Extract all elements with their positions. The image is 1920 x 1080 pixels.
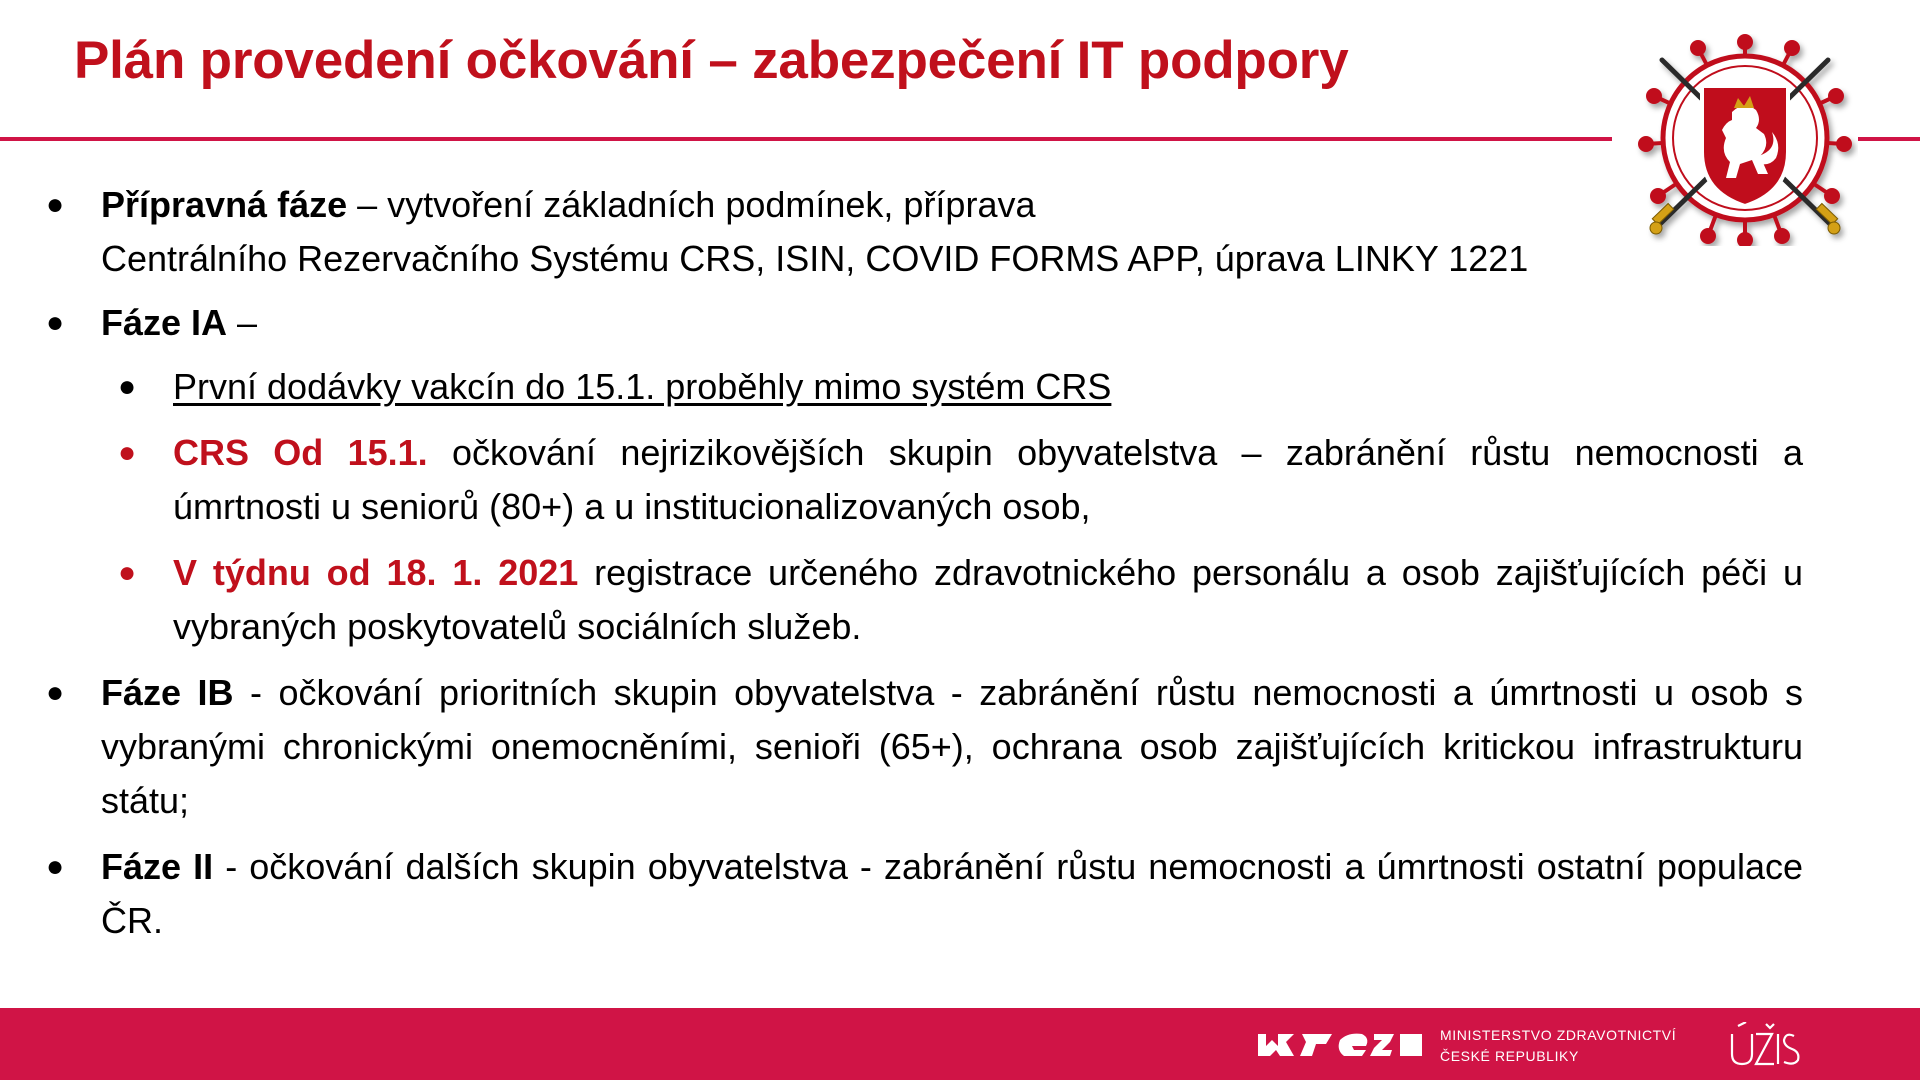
slide-title: Plán provedení očkování – zabezpečení IT podpory [74,31,1349,90]
bullet-text: První dodávky vakcín do 15.1. proběhly mimo systém CRS [173,366,1112,407]
bullet-text: - očkování prioritních skupin obyvatelstva - zabránění růstu nemocnosti a úmrtnosti u osob s vybranými chronickými onemocněními, senioři (65+), ochrana osob zajišťujících kritickou infrastrukturu státu; [101,672,1803,821]
bullet-phase-ii [46,840,1803,948]
bullet-highlight: CRS Od 15.1. [173,432,428,473]
ministry-logo-mark [1258,1026,1422,1062]
uzis-logo [1726,1022,1810,1070]
bullet-text: – [227,302,258,343]
bullet-heading: Fáze IB [101,672,234,713]
bullet-marker: ● [46,676,65,709]
bullet-heading: Přípravná fáze [101,184,348,225]
subbullet-week-18-1-2021 [118,546,1803,654]
bullet-marker: ● [46,188,65,221]
bullet-marker: ● [118,436,137,469]
bullet-phase-ib [46,666,1803,828]
subbullet-crs-from-15-1 [118,426,1803,534]
bullet-phase-ia [46,296,1803,350]
subbullet-first-deliveries [118,360,1803,414]
bullet-highlight: V týdnu od 18. 1. 2021 [173,552,579,593]
bullet-marker: ● [46,850,65,883]
bullet-preparatory-phase [46,178,1803,286]
title-divider-right [1858,137,1920,141]
ministry-name-line1: MINISTERSTVO ZDRAVOTNICTVÍ [1440,1027,1677,1043]
bullet-text: registrace určeného zdravotnického personálu a osob zajišťujících péči u vybraných poskytovatelů sociálních služeb. [173,552,1803,647]
bullet-text-line2: Centrálního Rezervačního Systému CRS, ISIN, COVID FORMS APP, úprava LINKY 1221 [101,238,1529,279]
bullet-list [0,178,1920,948]
bullet-heading: Fáze II [101,846,214,887]
ministry-name-line2: ČESKÉ REPUBLIKY [1440,1048,1579,1064]
bullet-text: - očkování dalších skupin obyvatelstva - zabránění růstu nemocnosti a úmrtnosti ostatní populace ČR. [101,846,1803,941]
footer-bar [0,1008,1920,1080]
bullet-heading: Fáze IA [101,302,228,343]
bullet-marker: ● [46,306,65,339]
title-divider [0,137,1612,141]
ministry-name [1440,1025,1676,1067]
bullet-marker: ● [118,370,137,403]
bullet-marker: ● [118,556,137,589]
bullet-text: – vytvoření základních podmínek, příprava [347,184,1036,225]
bullet-text: očkování nejrizikovějších skupin obyvatelstva – zabránění růstu nemocnosti a úmrtnosti u seniorů (80+) a u institucionalizovaných osob, [173,432,1803,527]
